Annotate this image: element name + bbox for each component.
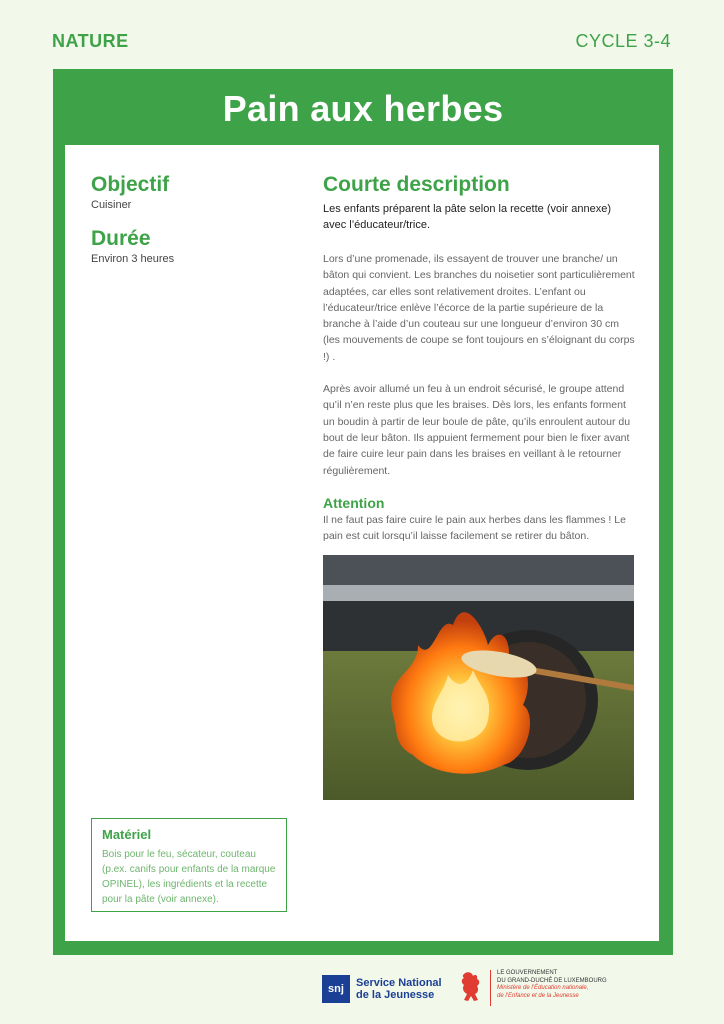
gov-line: DU GRAND-DUCHÉ DE LUXEMBOURG — [497, 977, 607, 984]
snj-name-line: Service National — [356, 977, 442, 989]
description-paragraph: Lors d’une promenade, ils essayent de trouver une branche/ un bâton qui convient. Les branches du noisetier sont particulièrement adaptées, car elles sont relativement droites. L’enfant ou l’éducateur/trice enlève l’écorce de la partie supérieure de la branche à l’aide d’un couteau sur une longueur d’environ 30 cm (les mouvements de coupe se font toujours en s’éloignant du corps !) . — [323, 253, 635, 363]
materiel-text: Bois pour le feu, sécateur, couteau (p.ex. canifs pour enfants de la marque OPINEL), les ingrédients et la recette pour la pâte (voir annexe). — [102, 849, 276, 905]
objectif-heading: Objectif — [91, 173, 170, 196]
ministry-line: Ministère de l’Éducation nationale, — [497, 985, 589, 991]
right-column — [323, 173, 637, 544]
snj-name — [356, 977, 442, 1001]
gov-line: LE GOUVERNEMENT — [497, 970, 558, 976]
duree-text: Environ 3 heures — [91, 253, 175, 265]
materiel-heading: Matériel — [102, 827, 152, 842]
materiel-box — [91, 818, 287, 912]
description-paragraph: Après avoir allumé un feu à un endroit sécurisé, le groupe attend qu’il n’en reste plus que les braises. Dès lors, les enfants forment un boudin à partir de leur boule de pâte, qu’ils enroulent autour du bout de leur bâton. Ils appuient fermement pour bien le fixer avant de faire cuire leur pain dans les braises en veillant à le retourner régulièrement. — [323, 383, 631, 477]
card-content — [65, 145, 659, 941]
lion-icon — [458, 970, 484, 1004]
ministry-line: de l’Enfance et de la Jeunesse — [497, 992, 579, 999]
duree-heading: Durée — [91, 227, 151, 250]
snj-logo-block — [322, 974, 442, 1004]
activity-card — [53, 69, 673, 955]
page-title: Pain aux herbes — [222, 88, 504, 129]
cycle-label: CYCLE 3-4 — [575, 31, 671, 51]
campfire-photo — [323, 555, 634, 800]
description-body — [323, 251, 637, 479]
description-lead: Les enfants préparent la pâte selon la recette (voir annexe) avec l’éducateur/trice. — [323, 203, 612, 231]
attention-text: Il ne faut pas faire cuire le pain aux herbes dans les flammes ! Le pain est cuit lorsqu’il laisse facilement se retirer du bâton. — [323, 513, 626, 543]
description-heading: Courte description — [323, 173, 510, 196]
left-column — [91, 173, 291, 267]
government-logo-block — [458, 970, 607, 1010]
government-name — [497, 970, 607, 1000]
logo-divider — [490, 970, 491, 1006]
snj-logo: snj — [322, 975, 350, 1003]
snj-name-line: de la Jeunesse — [356, 989, 435, 1001]
category-label: NATURE — [52, 31, 129, 51]
attention-heading: Attention — [323, 494, 385, 511]
objectif-text: Cuisiner — [91, 199, 132, 211]
